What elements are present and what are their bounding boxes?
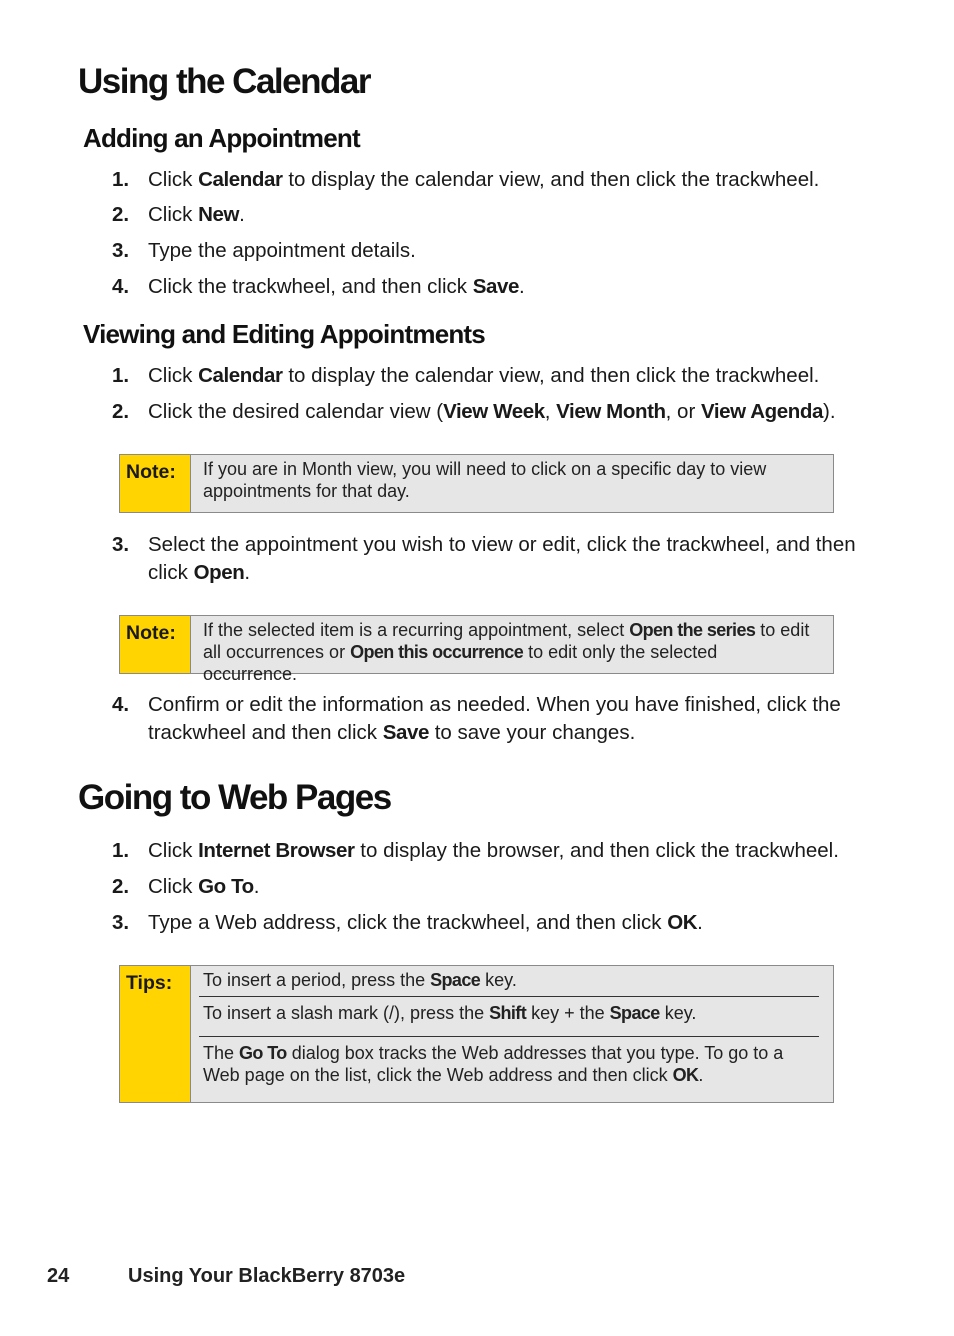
note-label: Note: bbox=[120, 616, 191, 673]
step-number: 4. bbox=[112, 275, 130, 298]
ui-term: Shift bbox=[489, 1003, 527, 1023]
step-text: Click Internet Browser to display the browser, and then click the trackwheel. bbox=[148, 839, 839, 862]
step-text: Click New. bbox=[148, 203, 245, 226]
tips-label: Tips: bbox=[120, 966, 191, 1102]
tips-body bbox=[199, 966, 819, 1091]
section-title-web-pages: Going to Web Pages bbox=[78, 778, 391, 817]
list-item bbox=[112, 273, 882, 301]
ui-term: Open this occurrence bbox=[350, 642, 524, 662]
list-item bbox=[112, 837, 882, 865]
page-title: Using the Calendar bbox=[78, 62, 370, 101]
step-text: Select the appointment you wish to view or edit, click the trackwheel, and then click Open. bbox=[148, 533, 856, 584]
step-number: 3. bbox=[112, 239, 130, 262]
ui-term: Calendar bbox=[198, 364, 283, 387]
ui-term: Save bbox=[382, 721, 430, 744]
list-item bbox=[112, 873, 882, 901]
ui-term: Calendar bbox=[198, 168, 283, 191]
note-text: If you are in Month view, you will need to click on a specific day to view appointments for that day. bbox=[203, 459, 767, 501]
footer-title: Using Your BlackBerry 8703e bbox=[128, 1265, 406, 1287]
note-box bbox=[119, 454, 834, 513]
step-number: 4. bbox=[112, 693, 130, 716]
ui-term: Space bbox=[609, 1003, 660, 1023]
step-number: 2. bbox=[112, 875, 130, 898]
tip-item: To insert a period, press the Space key. bbox=[203, 970, 517, 990]
ui-term: Open the series bbox=[629, 620, 756, 640]
step-text: Click Calendar to display the calendar view, and then click the trackwheel. bbox=[148, 364, 820, 387]
page-number: 24 bbox=[47, 1265, 70, 1287]
list-item bbox=[112, 362, 882, 390]
ui-term: Open bbox=[193, 561, 245, 584]
ui-term: View Week bbox=[443, 400, 545, 423]
step-text: Confirm or edit the information as needed. When you have finished, click the trackwheel and then click Save to save your changes. bbox=[148, 693, 841, 744]
list-item bbox=[112, 691, 882, 747]
note-text: If the selected item is a recurring appointment, select Open the series to edit all occurrences or Open this occurrence to edit only the selected occurrence. bbox=[203, 620, 810, 684]
step-text: Click the desired calendar view (View Week, View Month, or View Agenda). bbox=[148, 400, 836, 423]
tip-item: The Go To dialog box tracks the Web addresses that you type. To go to a Web page on the list, click the Web address and then click OK. bbox=[199, 1036, 819, 1091]
step-text: Type the appointment details. bbox=[148, 239, 416, 262]
step-text: Type a Web address, click the trackwheel, and then click OK. bbox=[148, 911, 703, 934]
ui-term: Internet Browser bbox=[198, 839, 355, 862]
list-item bbox=[112, 398, 882, 426]
ui-term: Space bbox=[430, 970, 481, 990]
note-box bbox=[119, 615, 834, 684]
list-item bbox=[112, 909, 882, 937]
ui-term: New bbox=[198, 203, 240, 226]
ui-term: Go To bbox=[198, 875, 254, 898]
list-item bbox=[112, 201, 882, 229]
step-number: 3. bbox=[112, 911, 130, 934]
tip-item: To insert a slash mark (/), press the Shift key + the Space key. bbox=[199, 996, 819, 1036]
ui-term: View Month bbox=[556, 400, 666, 423]
step-number: 1. bbox=[112, 839, 130, 862]
step-number: 1. bbox=[112, 168, 130, 191]
list-item bbox=[112, 237, 882, 265]
step-text: Click Calendar to display the calendar view, and then click the trackwheel. bbox=[148, 168, 820, 191]
list-item bbox=[112, 166, 882, 194]
subheading-viewing-editing: Viewing and Editing Appointments bbox=[83, 319, 485, 349]
ui-term: OK bbox=[672, 1065, 699, 1085]
step-number: 2. bbox=[112, 400, 130, 423]
step-text: Click Go To. bbox=[148, 875, 260, 898]
subheading-adding-appointment: Adding an Appointment bbox=[83, 123, 360, 153]
step-number: 1. bbox=[112, 364, 130, 387]
ui-term: OK bbox=[667, 911, 698, 934]
tips-box bbox=[119, 965, 834, 1103]
note-label: Note: bbox=[120, 455, 191, 512]
ui-term: View Agenda bbox=[700, 400, 824, 423]
ui-term: Save bbox=[472, 275, 520, 298]
step-text: Click the trackwheel, and then click Save. bbox=[148, 275, 525, 298]
step-number: 2. bbox=[112, 203, 130, 226]
list-item bbox=[112, 531, 882, 587]
step-number: 3. bbox=[112, 533, 130, 556]
ui-term: Go To bbox=[239, 1043, 287, 1063]
